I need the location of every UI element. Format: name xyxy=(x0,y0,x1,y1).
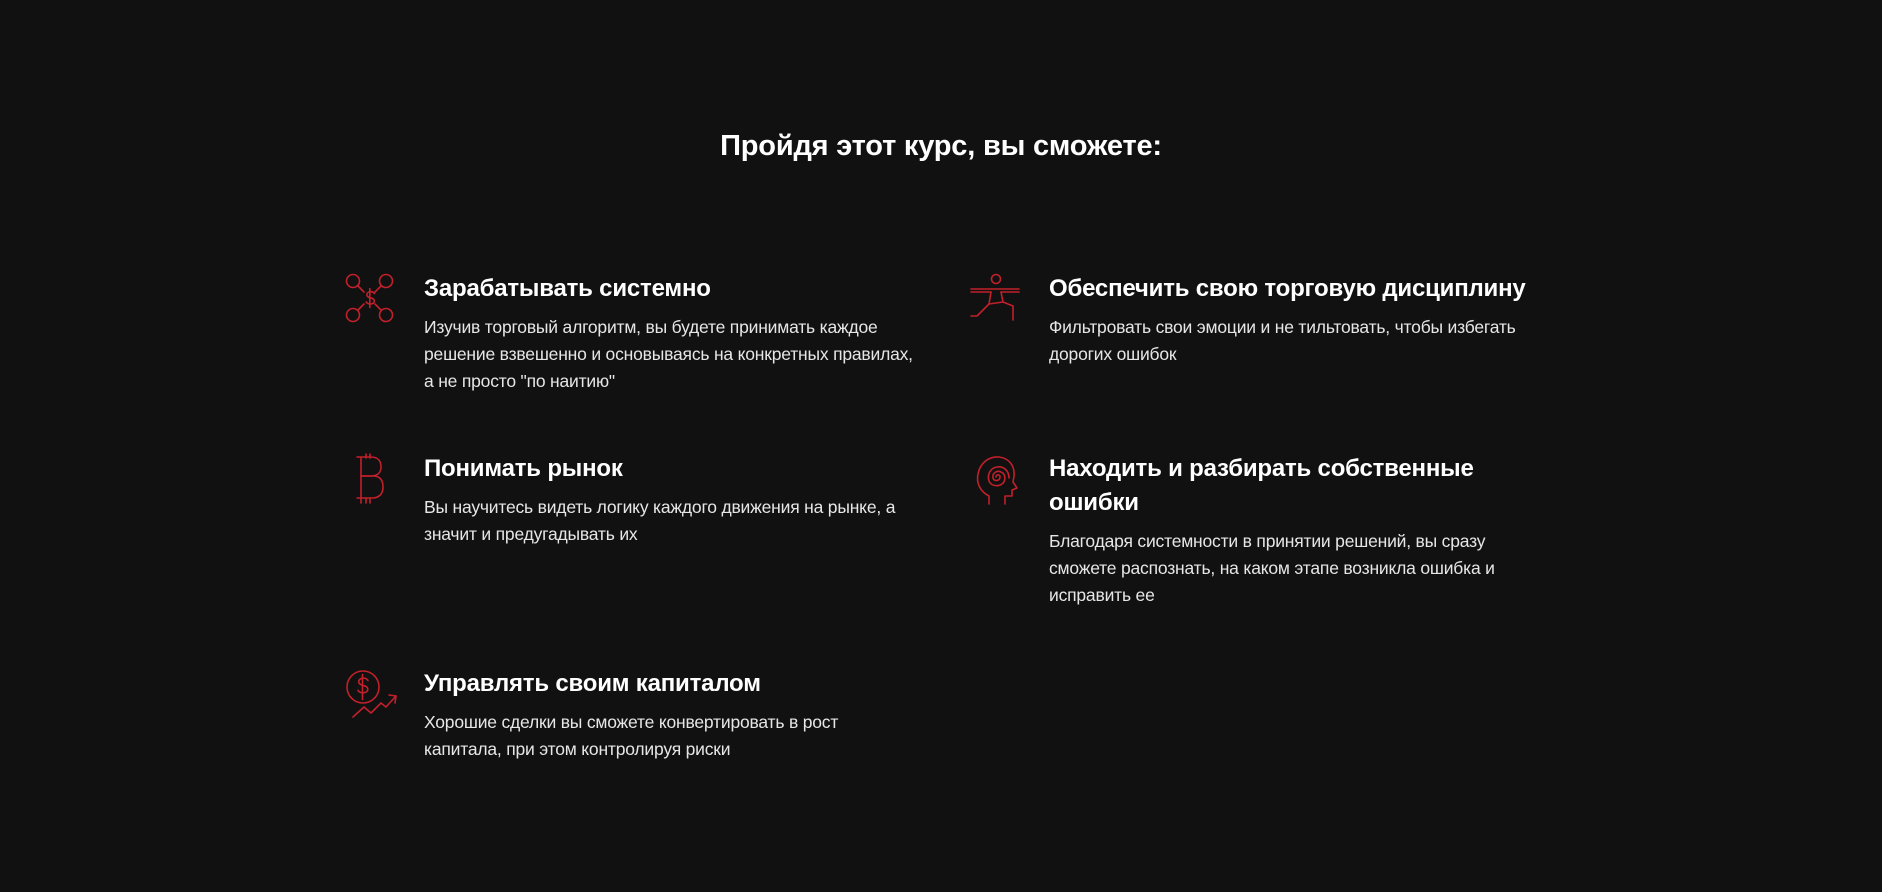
feature-description: Фильтровать свои эмоции и не тильтовать, чтобы избегать дорогих ошибок xyxy=(1049,317,1516,364)
feature-description: Благодаря системности в принятии решений, вы сразу сможете распознать, на каком этапе возникла ошибка и исправить ее xyxy=(1049,531,1495,605)
feature-title: Обеспечить свою торговую дисциплину xyxy=(1049,275,1526,302)
feature-description: Вы научитесь видеть логику каждого движения на рынке, а значит и предугадывать их xyxy=(424,497,896,544)
feature-title: Понимать рынок xyxy=(424,455,623,482)
feature-title: Находить и разбирать собственные ошибки xyxy=(1049,455,1474,516)
section-title: Пройдя этот курс, вы сможете: xyxy=(720,130,1162,163)
running-person-icon xyxy=(969,272,1025,328)
dollar-network-icon xyxy=(344,272,400,328)
bitcoin-icon xyxy=(344,452,400,508)
feature-description: Изучив торговый алгоритм, вы будете принимать каждое решение взвешенно и основываясь на конкретных правилах, а не просто "по наитию" xyxy=(424,317,913,391)
head-spiral-icon xyxy=(969,452,1025,508)
feature-description: Хорошие сделки вы сможете конвертировать в рост капитала, при этом контролируя риски xyxy=(424,712,839,759)
feature-title: Управлять своим капиталом xyxy=(424,670,761,697)
feature-title: Зарабатывать системно xyxy=(424,275,711,302)
dollar-growth-icon xyxy=(344,667,400,723)
